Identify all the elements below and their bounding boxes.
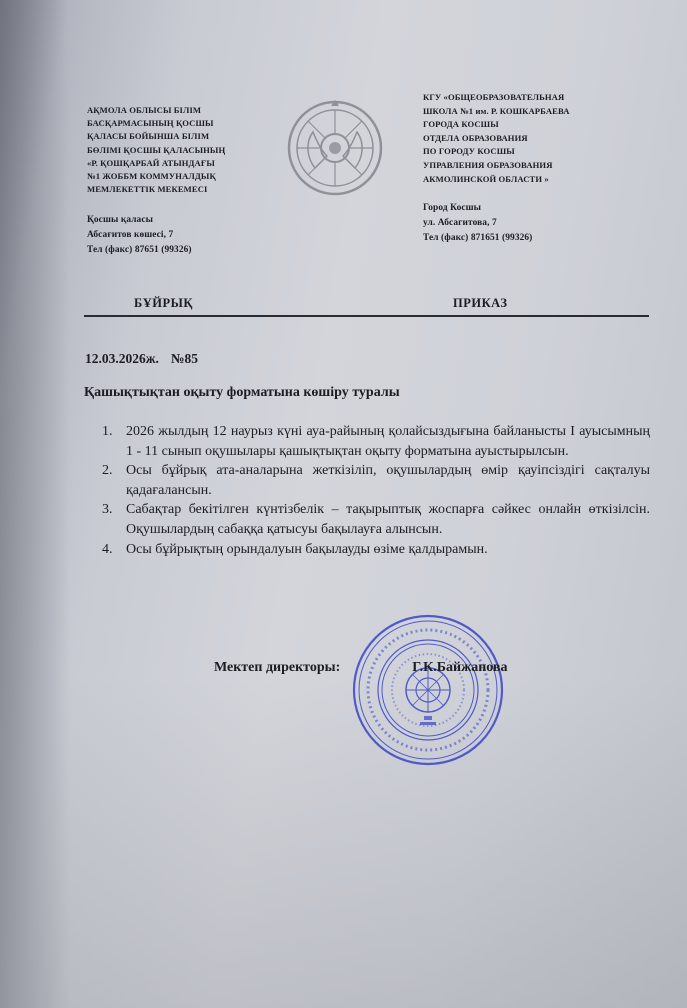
list-item-text: 2026 жылдың 12 наурыз күні ауа-райының қолайсыздығына байланысты І ауысымның 1 - 11 сынып оқушылары қашықтықтан оқыту форматына ауыстырылсын.: [126, 424, 650, 459]
photo-shadow-bottom: [0, 678, 687, 1008]
header-right-phone: Тел (факс) 871651 (99326): [423, 233, 533, 244]
signature-title: Мектеп директоры:: [214, 660, 341, 675]
header-right-city: Город Косшы: [423, 203, 482, 214]
order-title-russian: ПРИКАЗ: [453, 296, 508, 310]
photo-shadow-left: [0, 0, 70, 1008]
header-right-line: ОТДЕЛА ОБРАЗОВАНИЯ: [423, 132, 528, 143]
list-item-number: 1.: [102, 424, 113, 439]
order-title-kazakh: БҰЙРЫҚ: [134, 296, 193, 310]
header-right-line: КГУ «ОБЩЕОБРАЗОВАТЕЛЬНАЯ: [423, 92, 565, 102]
header-left-kazakh: [87, 104, 277, 258]
header-left-line: БАСҚАРМАСЫНЫҢ ҚОСШЫ: [87, 118, 214, 129]
header-left-phone: Тел (факс) 87651 (99326): [87, 245, 192, 256]
list-item: [102, 422, 650, 461]
header-left-line: №1 ЖОББМ КОММУНАЛДЫҚ: [87, 171, 216, 182]
school-round-seal-icon: [350, 612, 506, 768]
order-date-number: [85, 351, 198, 367]
list-item-text: Осы бұйрық ата-аналарына жеткізіліп, оқушылардың өмір қауіпсіздігі сақталуы қадағалансын.: [126, 463, 650, 498]
list-item-text: Осы бұйрықтың орындалуын бақылауды өзіме қалдырамын.: [126, 541, 488, 557]
list-item: [102, 540, 650, 560]
order-subject: Қашықтықтан оқыту форматына көшіру туралы: [84, 385, 400, 400]
header-left-line: БӨЛІМІ ҚОСШЫ ҚАЛАСЫНЫҢ: [87, 144, 226, 155]
signature-name: Г.К.Байжанова: [412, 660, 508, 675]
list-item-number: 3.: [102, 502, 113, 518]
header-right-line: ПО ГОРОДУ КОСШЫ: [423, 146, 515, 157]
kazakhstan-state-emblem-icon: [285, 98, 385, 198]
header-right-russian: [423, 91, 623, 246]
header-right-line: УПРАВЛЕНИЯ ОБРАЗОВАНИЯ: [423, 159, 553, 170]
list-item-text: Сабақтар бекітілген күнтізбелік – тақырыптық жоспарға сәйкес онлайн өткізілсін. Оқушылардың сабаққа қатысуы бақылауға алынсын.: [126, 502, 650, 537]
header-left-line: МЕМЛЕКЕТТІК МЕКЕМЕСІ: [87, 184, 208, 195]
header-right-address: [423, 201, 623, 246]
header-left-line: АҚМОЛА ОБЛЫСЫ БІЛІМ: [87, 105, 202, 115]
header-right-line: ШКОЛА №1 им. Р. КОШКАРБАЕВА: [423, 105, 570, 116]
header-right-line: АКМОЛИНСКОЙ ОБЛАСТИ »: [423, 173, 549, 184]
header-left-line: ҚАЛАСЫ БОЙЫНША БІЛІМ: [87, 131, 210, 142]
list-item: [102, 461, 650, 500]
director-signature-line: [214, 660, 508, 676]
list-item-number: 2.: [102, 463, 113, 479]
header-left-line: «Р. ҚОШҚАРБАЙ АТЫНДАҒЫ: [87, 157, 215, 168]
header-right-street: ул. Абсагитова, 7: [423, 218, 497, 229]
list-item-number: 4.: [102, 541, 113, 557]
order-items-list: [102, 422, 650, 559]
header-divider: [84, 315, 649, 317]
order-number: №85: [170, 351, 198, 366]
header-left-city: Қосшы қаласы: [87, 215, 154, 226]
header-left-address: [87, 213, 277, 258]
order-date: 12.03.2026ж.: [85, 351, 159, 366]
list-item: [102, 500, 650, 539]
header-left-street: Абсағитов көшесі, 7: [87, 230, 174, 241]
header-right-line: ГОРОДА КОСШЫ: [423, 119, 499, 130]
